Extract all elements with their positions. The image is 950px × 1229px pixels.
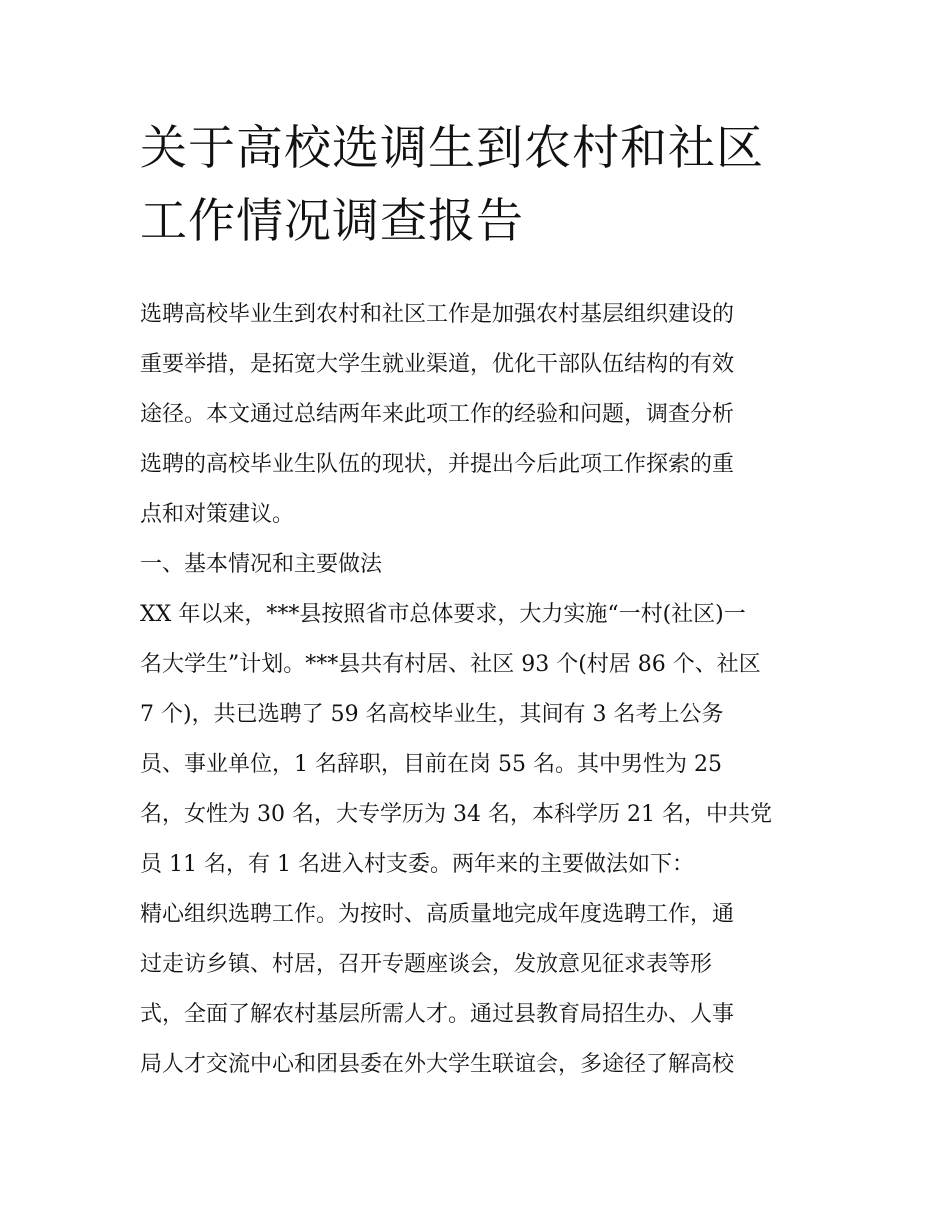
text-line: 名大学生”计划。***县共有村居、社区 93 个(村居 86 个、社区 — [140, 652, 761, 677]
text-line: 员 11 名，有 1 名进入村支委。两年来的主要做法如下： — [140, 852, 694, 877]
text-line: 过走访乡镇、村居，召开专题座谈会，发放意见征求表等形 — [140, 952, 713, 977]
item-1-paragraph — [140, 890, 815, 1090]
text-line: 员、事业单位，1 名辞职，目前在岗 55 名。其中男性为 25 — [140, 752, 722, 777]
text-line: 重要举措，是拓宽大学生就业渠道，优化干部队伍结构的有效 — [140, 352, 735, 377]
document-page — [140, 112, 815, 1090]
text-line: 途径。本文通过总结两年来此项工作的经验和问题，调查分析 — [140, 402, 735, 427]
text-line: 7 个)，共已选聘了 59 名高校毕业生，其间有 3 名考上公务 — [140, 702, 724, 727]
section-1-paragraph — [140, 590, 815, 890]
text-line: 选聘的高校毕业生队伍的现状，并提出今后此项工作探索的重 — [140, 452, 735, 477]
title-line-2: 工作情况调查报告 — [140, 194, 524, 249]
document-body — [140, 290, 815, 1090]
intro-paragraph — [140, 290, 815, 540]
text-line: 点和对策建议。 — [140, 502, 295, 527]
text-line: 式，全面了解农村基层所需人才。通过县教育局招生办、人事 — [140, 1002, 735, 1027]
title-line-1: 关于高校选调生到农村和社区 — [140, 121, 764, 176]
document-title — [140, 112, 815, 258]
section-1-heading: 一、基本情况和主要做法 — [140, 552, 383, 577]
text-line: XX 年以来，***县按照省市总体要求，大力实施“一村(社区)一 — [140, 602, 746, 627]
text-line: 局人才交流中心和团县委在外大学生联谊会，多途径了解高校 — [140, 1052, 735, 1077]
text-line: 精心组织选聘工作。为按时、高质量地完成年度选聘工作，通 — [140, 902, 735, 927]
text-line: 选聘高校毕业生到农村和社区工作是加强农村基层组织建设的 — [140, 302, 735, 327]
text-line: 名，女性为 30 名，大专学历为 34 名，本科学历 21 名，中共党 — [140, 802, 772, 827]
